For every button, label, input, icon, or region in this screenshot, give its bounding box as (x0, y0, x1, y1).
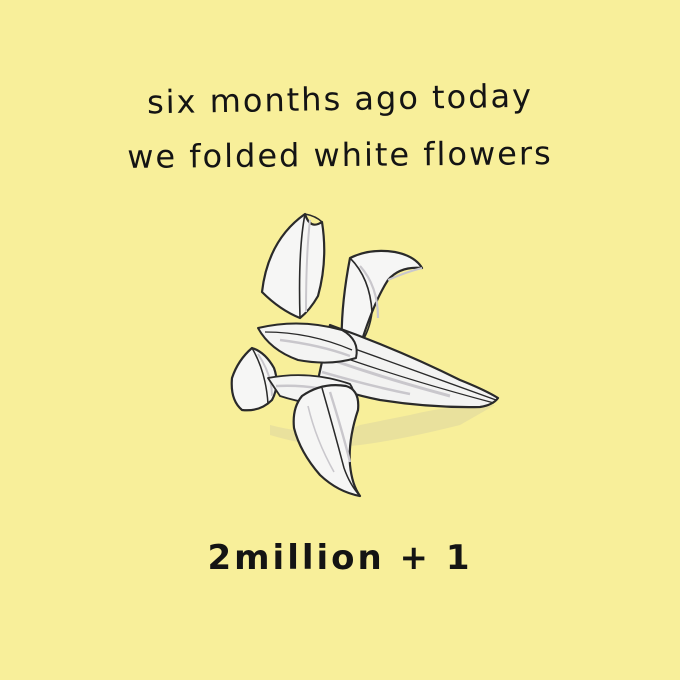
count-caption: 2million + 1 (207, 538, 473, 578)
petal-top-left (262, 214, 324, 318)
lily-center-folds (258, 323, 357, 362)
headline-line-2: we folded white flowers (127, 134, 553, 176)
headline-line-1: six months ago today (146, 76, 534, 122)
petal-bottom (294, 385, 360, 496)
origami-lily-illustration (210, 200, 510, 510)
